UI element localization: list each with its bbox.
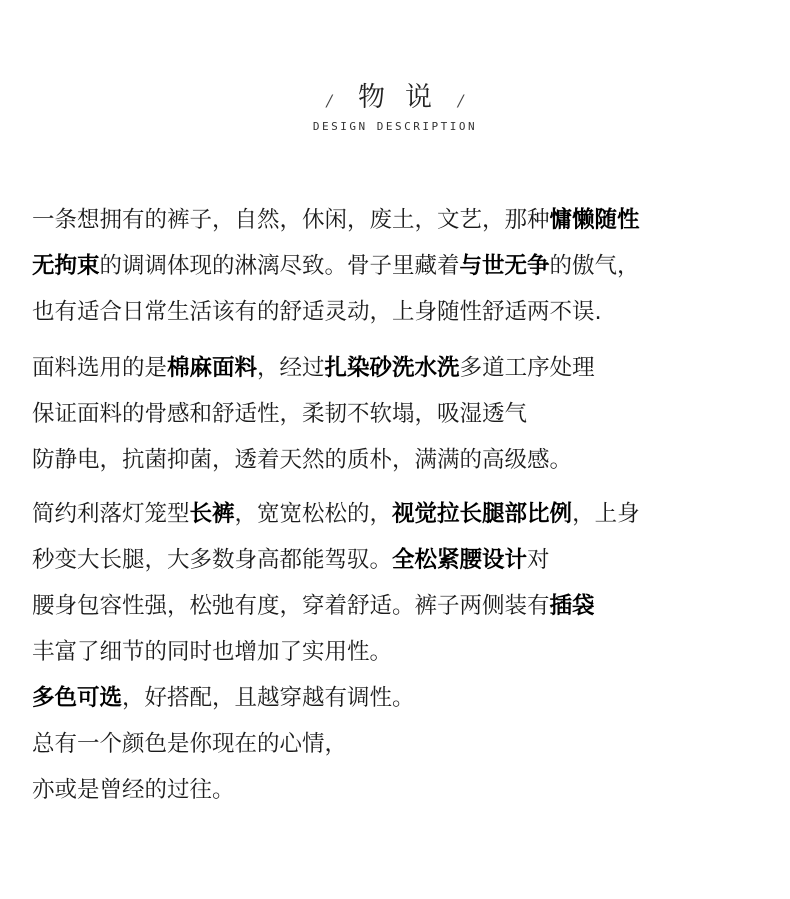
highlight-text: 插袋 <box>549 593 595 619</box>
body-text: ，好搭配，且越穿越有调性。 <box>122 685 415 711</box>
text-line <box>32 391 782 437</box>
body-text: ，宽宽松松的， <box>234 501 393 527</box>
body-text: 腰身包容性强，松弛有度，穿着舒适。裤子两侧装有 <box>32 593 550 619</box>
highlight-text: 长裤 <box>189 501 235 527</box>
body-text: 也有适合日常生活该有的舒适灵动，上身随性舒适两不误. <box>32 299 602 325</box>
body-text: 简约利落灯笼型 <box>32 501 190 527</box>
text-line <box>32 491 782 537</box>
highlight-text: 与世无争 <box>459 253 550 279</box>
highlight-text: 扎染砂洗水洗 <box>324 355 460 381</box>
body-text: 防静电，抗菌抑菌，透着天然的质朴，满满的高级感。 <box>32 447 573 473</box>
section-title: 物说 <box>358 81 452 113</box>
text-line <box>32 289 782 335</box>
description-body <box>32 197 782 813</box>
body-text: 对 <box>527 547 550 573</box>
text-line <box>32 721 782 767</box>
body-text: 保证面料的骨感和舒适性，柔韧不软塌，吸湿透气 <box>32 401 528 427</box>
body-text: 多道工序处理 <box>459 355 595 381</box>
paragraph-3 <box>32 491 782 813</box>
text-line <box>32 629 782 675</box>
body-text: ，上身 <box>572 501 640 527</box>
body-text: 总有一个颜色是你现在的心情， <box>32 731 348 757</box>
paragraph-1 <box>32 197 782 335</box>
body-text: 面料选用的是 <box>32 355 168 381</box>
highlight-text: 慵懒随性 <box>549 207 640 233</box>
body-text: 丰富了细节的同时也增加了实用性。 <box>32 639 393 665</box>
text-line <box>32 345 782 391</box>
text-line <box>32 437 782 483</box>
text-line <box>32 767 782 813</box>
body-text: 的调调体现的淋漓尽致。骨子里藏着 <box>99 253 460 279</box>
highlight-text: 棉麻面料 <box>167 355 258 381</box>
highlight-text: 视觉拉长腿部比例 <box>392 501 573 527</box>
title-row <box>0 72 790 116</box>
section-subtitle: DESIGN DESCRIPTION <box>312 120 478 133</box>
highlight-text: 全松紧腰设计 <box>392 547 528 573</box>
text-line <box>32 243 782 289</box>
body-text: 亦或是曾经的过往。 <box>32 777 235 803</box>
section-header <box>0 72 790 133</box>
text-line <box>32 583 782 629</box>
text-line <box>32 197 782 243</box>
body-text: 的傲气， <box>549 253 640 279</box>
body-text: 秒变大长腿，大多数身高都能驾驭。 <box>32 547 393 573</box>
title-slash-left: / <box>326 90 332 110</box>
text-line <box>32 537 782 583</box>
highlight-text: 无拘束 <box>32 253 100 279</box>
highlight-text: 多色可选 <box>32 685 123 711</box>
body-text: ，经过 <box>257 355 325 381</box>
body-text: 一条想拥有的裤子，自然，休闲，废土，文艺，那种 <box>32 207 550 233</box>
title-slash-right: / <box>458 90 464 110</box>
paragraph-2 <box>32 345 782 483</box>
text-line <box>32 675 782 721</box>
